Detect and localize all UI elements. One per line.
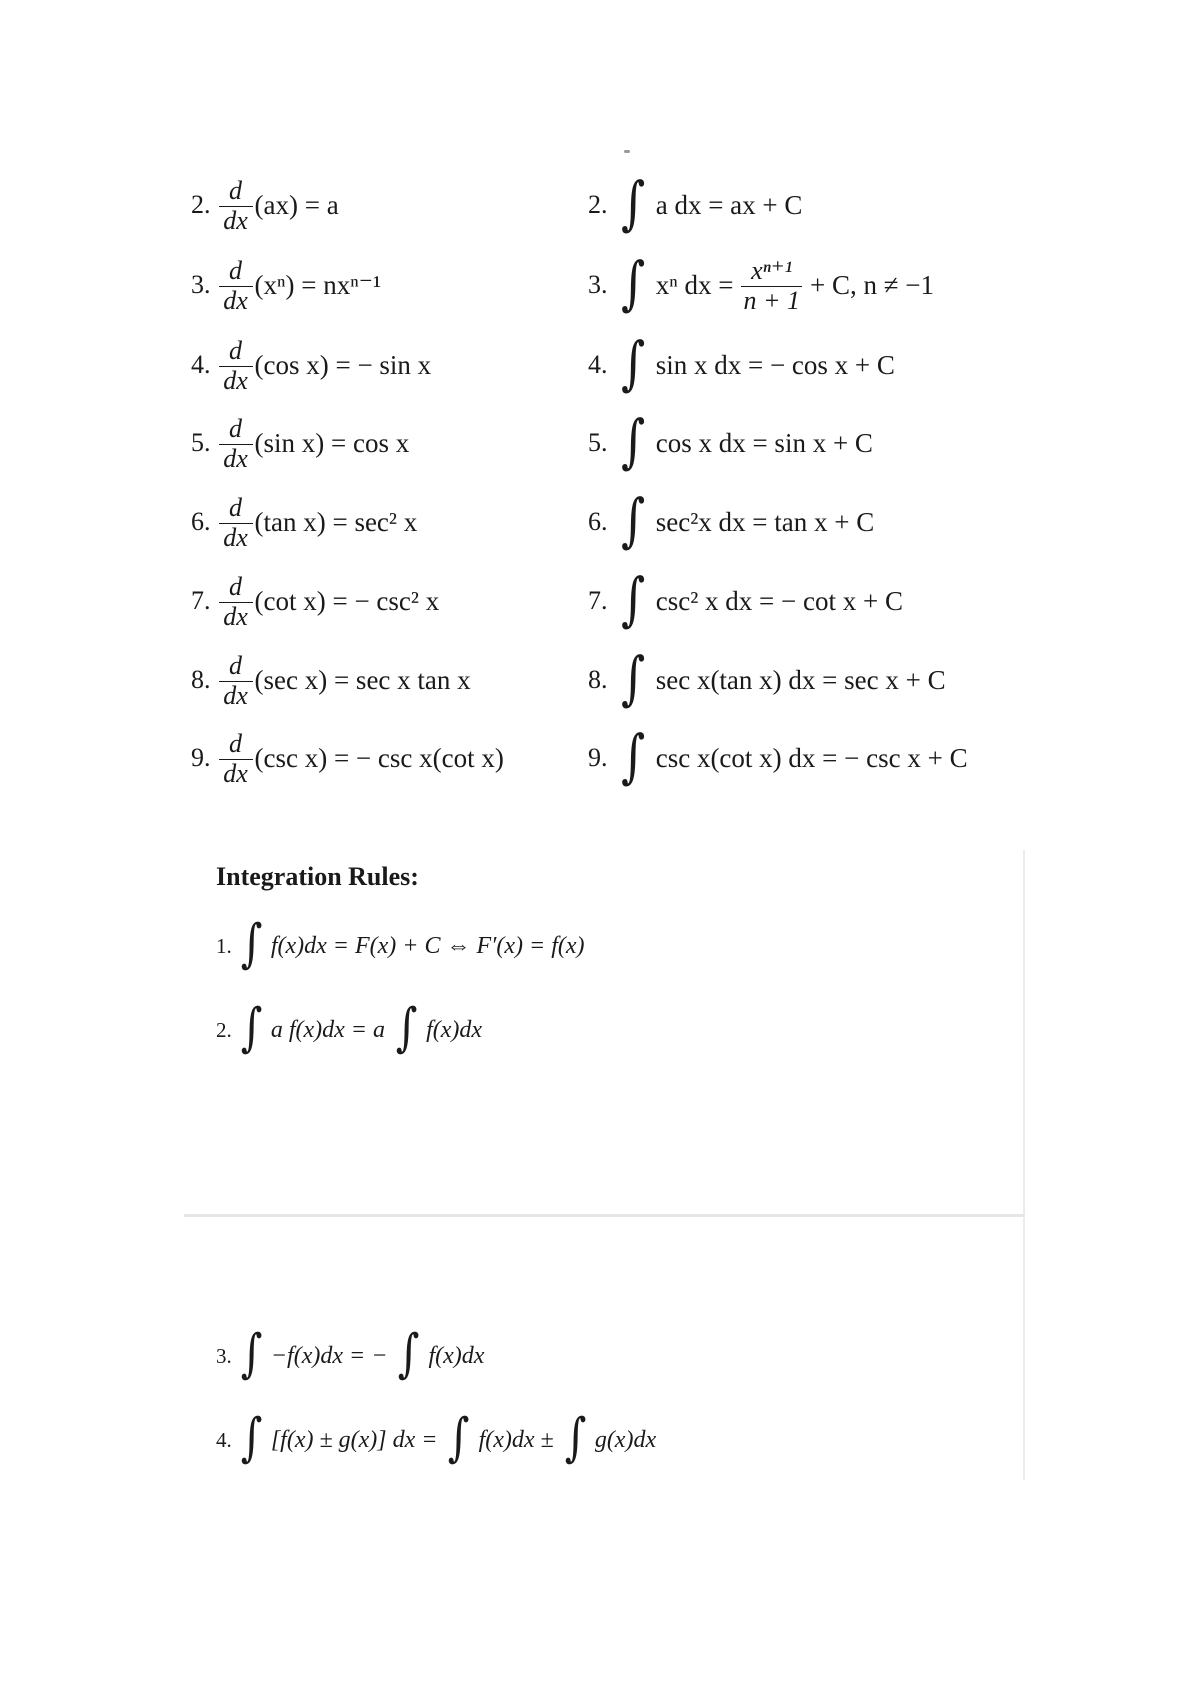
operator-denominator: dx	[223, 365, 248, 395]
integral-expression: csc² x dx = − cot x + C	[655, 585, 903, 616]
integral-expression: sin x dx = − cos x + C	[655, 349, 895, 380]
operator-numerator: d	[229, 728, 242, 758]
integral-expression: sec²x dx = tan x + C	[655, 506, 875, 537]
formula-number: 2.	[588, 190, 608, 219]
integral-sign: ∫	[240, 914, 263, 974]
derivative-operator	[219, 651, 253, 710]
derivative-formula	[191, 245, 381, 325]
derivative-expression: (tan x) = sec² x	[254, 506, 418, 537]
derivative-expression: (ax) = a	[254, 189, 339, 220]
derivative-operator	[219, 336, 253, 395]
derivative-operator	[219, 729, 253, 788]
scan-mark	[624, 150, 630, 153]
formula-number: 4.	[588, 350, 608, 379]
integral-sign: ∫	[240, 998, 263, 1058]
formula-number: 4.	[191, 350, 211, 379]
derivative-operator	[219, 176, 253, 235]
rule-expression: f(x)dx	[428, 1342, 485, 1369]
formula-number: 5.	[191, 428, 211, 457]
rule-expression: [f(x) ± g(x)] dx =	[270, 1426, 438, 1453]
integral-sign: ∫	[620, 722, 645, 790]
integral-sign: ∫	[448, 1408, 470, 1468]
integral-formula	[588, 640, 946, 720]
integral-sign: ∫	[564, 1408, 587, 1468]
integral-sign: ∫	[240, 1324, 263, 1384]
derivative-operator	[219, 493, 253, 552]
integral-formula	[588, 561, 903, 641]
formula-number: 3.	[588, 270, 608, 299]
derivative-formula	[191, 482, 417, 562]
integration-rule	[216, 990, 488, 1070]
derivative-formula	[191, 403, 409, 483]
operator-denominator: dx	[223, 443, 248, 473]
integration-rule	[216, 1316, 490, 1396]
integral-sign: ∫	[395, 998, 418, 1058]
derivative-operator	[219, 256, 253, 315]
fraction-numerator: xⁿ⁺¹	[751, 255, 793, 285]
operator-numerator: d	[229, 255, 242, 285]
integral-sign: ∫	[620, 249, 645, 317]
rule-number: 4.	[216, 1427, 232, 1452]
derivative-expression: (sin x) = cos x	[254, 427, 410, 458]
operator-numerator: d	[229, 335, 242, 365]
formula-number: 6.	[191, 507, 211, 536]
derivative-expression: (csc x) = − csc x(cot x)	[254, 742, 504, 773]
rule-expression: a f(x)dx = a	[270, 1016, 385, 1043]
rule-number: 1.	[216, 933, 232, 958]
integral-expression-tail: + C, n ≠ −1	[810, 269, 935, 300]
rule-expression: f(x)dx	[426, 1016, 483, 1043]
integral-sign: ∫	[620, 486, 645, 554]
integral-sign: ∫	[398, 1324, 420, 1384]
derivative-formula	[191, 325, 431, 405]
derivative-formula	[191, 718, 504, 798]
power-rule-fraction	[741, 256, 802, 315]
formula-number: 3.	[191, 270, 211, 299]
integral-sign: ∫	[620, 169, 645, 237]
operator-denominator: dx	[223, 601, 248, 631]
integral-formula	[588, 325, 895, 405]
rule-number: 3.	[216, 1343, 232, 1368]
derivative-formula	[191, 561, 439, 641]
integral-formula	[588, 403, 873, 483]
formula-number: 9.	[191, 743, 211, 772]
card-border-right-lower	[1023, 1217, 1025, 1480]
derivative-formula	[191, 165, 339, 245]
integral-expression: cos x dx = sin x + C	[655, 427, 873, 458]
integral-expression: sec x(tan x) dx = sec x + C	[655, 664, 946, 695]
derivative-operator	[219, 414, 253, 473]
integral-formula	[588, 245, 934, 325]
integration-rule	[216, 906, 591, 986]
integral-sign: ∫	[620, 329, 645, 397]
operator-denominator: dx	[223, 205, 248, 235]
operator-denominator: dx	[223, 285, 248, 315]
formula-number: 7.	[191, 586, 211, 615]
derivative-expression: (xⁿ) = nxⁿ⁻¹	[254, 269, 382, 300]
operator-numerator: d	[229, 175, 242, 205]
rule-expression: f(x)dx ±	[478, 1426, 554, 1453]
card-border-right	[1023, 850, 1025, 1214]
formula-number: 8.	[191, 665, 211, 694]
operator-denominator: dx	[223, 680, 248, 710]
integration-rule	[216, 1400, 662, 1480]
formula-number: 2.	[191, 190, 211, 219]
integral-sign: ∫	[240, 1408, 263, 1468]
derivative-expression: (cos x) = − sin x	[254, 349, 432, 380]
integral-formula	[588, 165, 802, 245]
card-divider	[184, 1214, 1025, 1217]
rule-number: 2.	[216, 1017, 232, 1042]
operator-numerator: d	[229, 413, 242, 443]
integral-expression: csc x(cot x) dx = − csc x + C	[655, 742, 968, 773]
formula-number: 7.	[588, 586, 608, 615]
formula-number: 8.	[588, 665, 608, 694]
integral-expression: xⁿ dx =	[655, 269, 734, 300]
formula-number: 6.	[588, 507, 608, 536]
integral-sign: ∫	[620, 644, 645, 712]
operator-denominator: dx	[223, 522, 248, 552]
rule-expression: f(x)dx = F(x) + C ⇔ F′(x) = f(x)	[270, 932, 585, 959]
operator-numerator: d	[229, 650, 242, 680]
fraction-denominator: n + 1	[743, 285, 800, 315]
integral-sign: ∫	[620, 565, 645, 633]
rule-expression: −f(x)dx = −	[270, 1342, 388, 1369]
formula-number: 5.	[588, 428, 608, 457]
integration-rules-heading: Integration Rules:	[216, 862, 419, 891]
derivative-operator	[219, 572, 253, 631]
integral-sign: ∫	[620, 407, 645, 475]
rule-expression: g(x)dx	[594, 1426, 657, 1453]
integral-expression: a dx = ax + C	[655, 189, 803, 220]
derivative-expression: (cot x) = − csc² x	[254, 585, 440, 616]
integral-formula	[588, 482, 874, 562]
formula-number: 9.	[588, 743, 608, 772]
operator-numerator: d	[229, 492, 242, 522]
operator-denominator: dx	[223, 758, 248, 788]
derivative-expression: (sec x) = sec x tan x	[254, 664, 471, 695]
operator-numerator: d	[229, 571, 242, 601]
integral-formula	[588, 718, 968, 798]
derivative-formula	[191, 640, 471, 720]
